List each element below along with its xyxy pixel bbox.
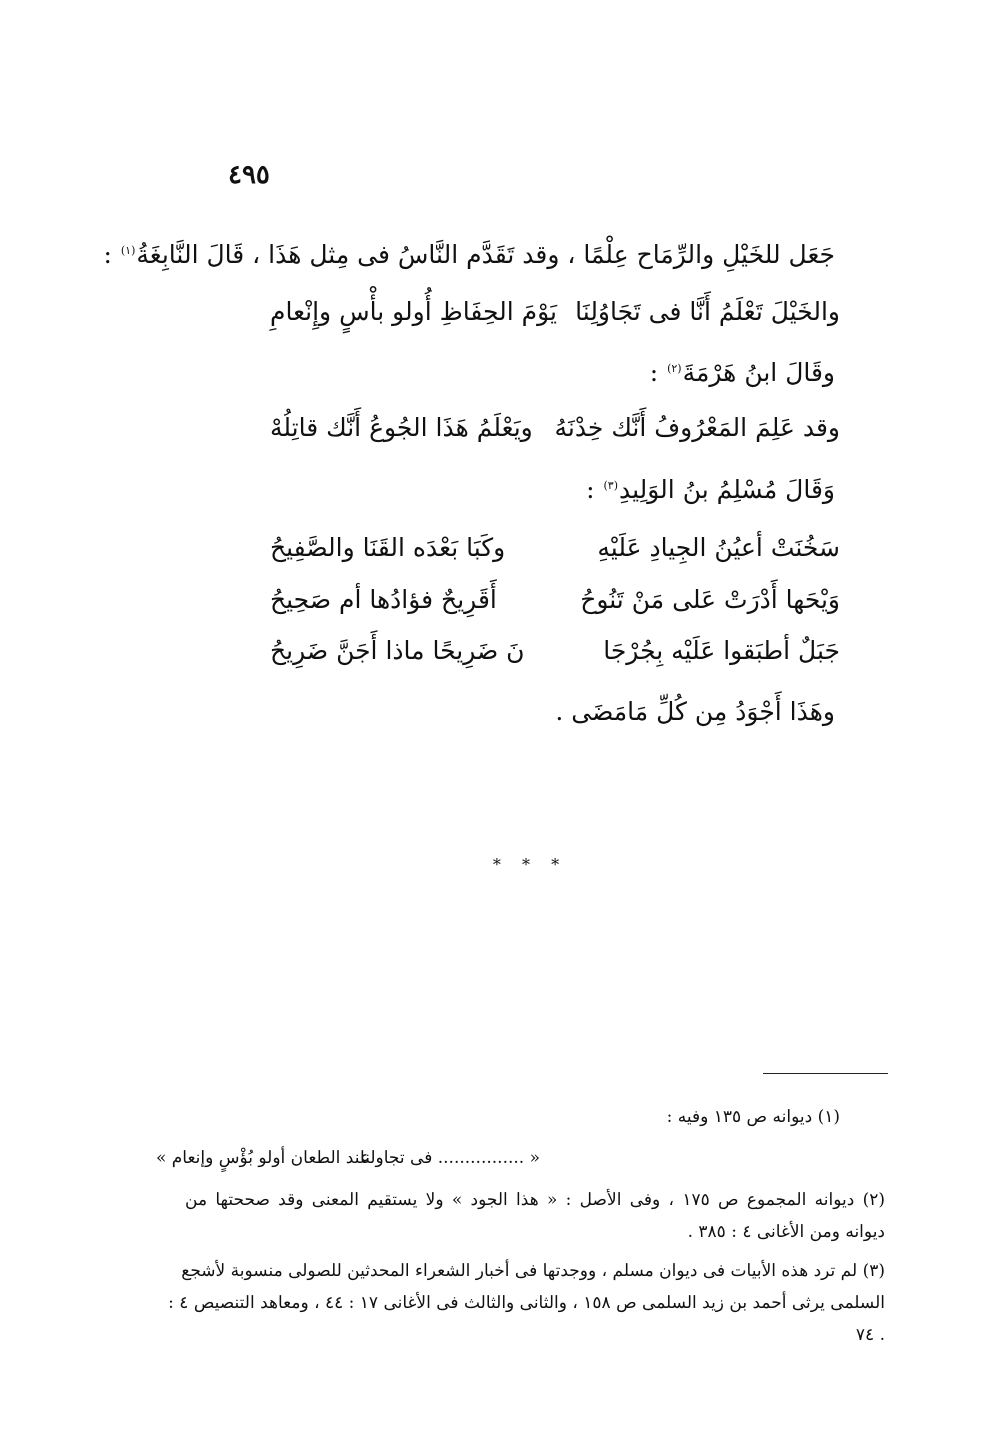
intro-ibn-harma-colon: : (649, 358, 667, 387)
footnote-marker-2: (٢) (667, 361, 682, 375)
footnote-marker-1: (١) (120, 243, 136, 257)
verse-5 (270, 636, 840, 676)
intro-muslim-text: وَقَالَ مُسْلِمُ بنُ الوَلِيدِ (618, 475, 835, 504)
verse-3 (270, 533, 840, 573)
footnote-2-line-2: ديوانه ومن الأغانى ٤ : ٣٨٥ . (687, 1222, 885, 1242)
verse-5-second-hemistich: نَ ضَرِيحًا ماذا أَجَنَّ ضَرِيحُ (270, 636, 525, 665)
verse-1-second-hemistich: يَوْمَ الحِفَاظِ أُولو بأْسٍ وإِنْعامِ (270, 297, 557, 326)
intro-ibn-harma (650, 358, 835, 388)
verse-4-first-hemistich: وَيْحَها أَدْرَتْ عَلى مَنْ تَنُوحُ (580, 585, 840, 614)
footnote-1-verse-second-hemistich: عند الطعان أولو بُؤْسٍ وإنعام » (155, 1148, 370, 1168)
verse-2-first-hemistich: وقد عَلِمَ المَعْرُوفُ أَنَّك خِدْنَهُ (554, 413, 840, 442)
footnote-3-line-1: (٣) لم ترد هذه الأبيات فى ديوان مسلم ، ووجدتها فى أخبار الشعراء المحدثين للصولى منسوبة لأشجع (181, 1261, 885, 1281)
body-line-1-colon: : (103, 240, 120, 269)
verse-1 (270, 297, 840, 337)
footnote-1: (١) ديوانه ص ١٣٥ وفيه : (666, 1107, 840, 1127)
page-number: ٤٩٥ (228, 160, 270, 190)
verse-4-second-hemistich: أَقَرِيحٌ فؤادُها أم صَحِيحُ (270, 585, 497, 614)
intro-ibn-harma-text: وقَالَ ابنُ هَرْمَةَ (682, 358, 835, 387)
body-line-1-text: جَعَل للخَيْلِ والرِّمَاح عِلْمًا ، وقد تَقَدَّم النَّاسُ فى مِثل هَذَا ، قَالَ النَّابِغَةُ (136, 240, 835, 269)
footnote-3-line-2: السلمى يرثى أحمد بن زيد السلمى ص ١٥٨ ، والثانى والثالث فى الأغانى ١٧ : ٤٤ ، ومعاهد التنصيص ٤ : (168, 1293, 885, 1313)
body-line-1 (103, 240, 835, 270)
intro-muslim-colon: : (586, 475, 603, 504)
verse-1-first-hemistich: والخَيْلَ تَعْلَمُ أَنَّا فى تَجَاوُلِنَا (575, 297, 840, 326)
footnote-1-verse-first-hemistich: « ................ فى تجاولنا (360, 1148, 540, 1168)
footnote-separator (763, 1073, 888, 1074)
closing-line: وهَذَا أَجْوَدُ مِن كُلِّ مَامَضَى . (555, 697, 835, 726)
intro-muslim-ibn-al-walid (586, 475, 835, 505)
verse-3-first-hemistich: سَخُنَتْ أعيُنُ الجِيادِ عَلَيْهِ (597, 533, 840, 562)
verse-2 (270, 413, 840, 453)
verse-5-first-hemistich: جَبَلٌ أطبَقوا عَلَيْه بِجُرْجَا (603, 636, 840, 665)
footnote-marker-3: (٣) (603, 478, 618, 492)
section-divider-stars: * * * (492, 855, 568, 874)
footnote-2-line-1: (٢) ديوانه المجموع ص ١٧٥ ، وفى الأصل : « هذا الجود » ولا يستقيم المعنى وقد صححتها من (185, 1190, 885, 1210)
footnote-3-line-3: ٧٤ . (855, 1325, 885, 1345)
verse-2-second-hemistich: ويَعْلَمُ هَذَا الجُوعُ أَنَّك قاتِلُهْ (270, 413, 533, 442)
verse-4 (270, 585, 840, 625)
verse-3-second-hemistich: وكَبَا بَعْدَه القَنَا والصَّفِيحُ (270, 533, 506, 562)
